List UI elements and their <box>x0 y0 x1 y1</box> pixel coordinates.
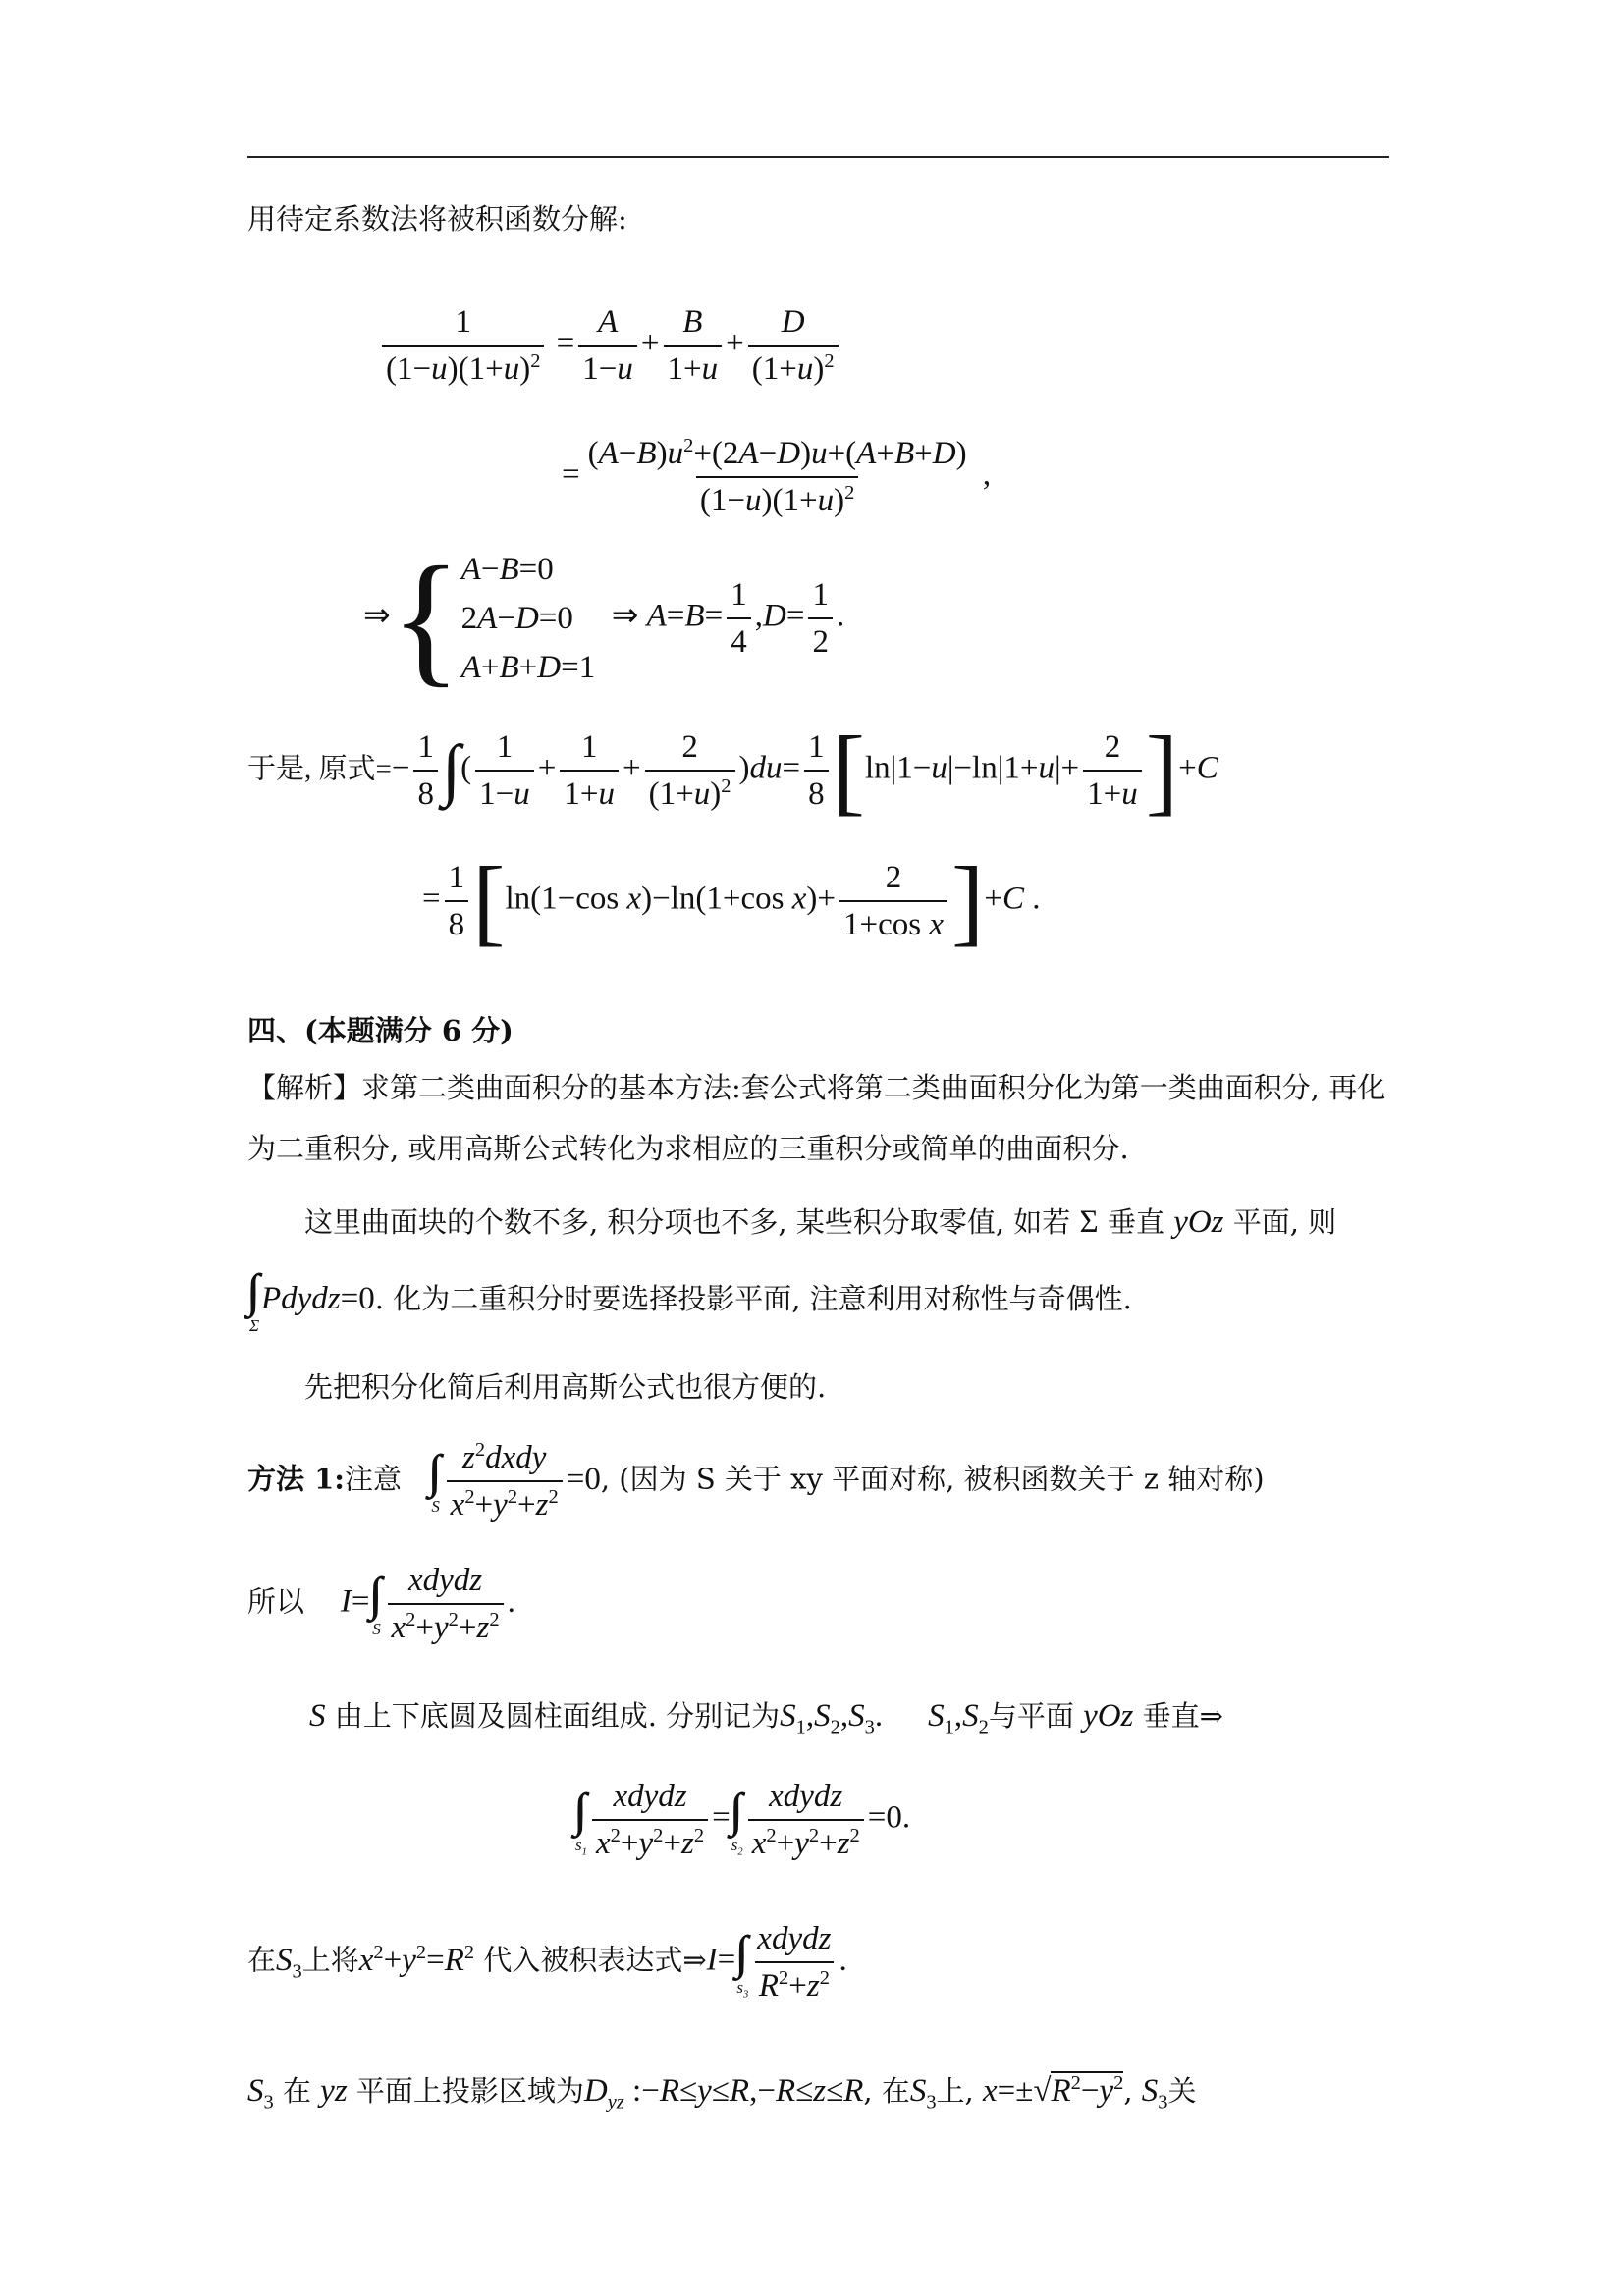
analysis-paragraph-3: Σ Pdydz=0. 化为二重积分时要选择投影平面, 注意利用对称性与奇偶性. <box>248 1281 1132 1335</box>
method-1-zhuyi: 注意 <box>344 1462 402 1496</box>
last-c: , 在 <box>863 2074 910 2108</box>
last-e: , <box>1123 2074 1133 2108</box>
s3-substitution-line: 在$S_3$上将$x^2+y^2=R^2$ 代入被积表达式⇒I= $s_3$ $\frac{\text{xdydz}}{R^2+z^2}$ . <box>247 1921 847 2003</box>
analysis-paragraph-4: 先把积分化简后利用高斯公式也很方便的. <box>304 1370 827 1404</box>
s-description: S 由上下底圆及圆柱面组成. 分别记为$S_1,S_2,S_3$. $S_1,S_2$与平面 yOz 垂直⇒ <box>309 1698 1223 1738</box>
s-desc-a: 由上下底圆及圆柱面组成. 分别记为 <box>334 1699 781 1733</box>
last-f: 关 <box>1167 2074 1197 2108</box>
original-integral-eq: 于是, 原式=− $\frac{1}{8}$ ∫( $\frac{1}{1-u}$ + $\frac{1}{1+u}$ + $\frac{2}{(1+u)^2}$ )du= $\frac{1}{8}$ [ln|1−u|−ln|1+u|+ $\frac{2}{1+u}$ ]+C <box>247 716 1218 825</box>
zai-s3-b: 上将 <box>301 1943 359 1977</box>
analysis-line-1: 【解析】求第二类曲面积分的基本方法:套公式将第二类曲面积分化为第一类曲面积分, 再化 <box>247 1071 1386 1104</box>
last-d: 上, <box>936 2074 974 2108</box>
intro-line: 用待定系数法将被积函数分解: <box>247 202 627 236</box>
last-b: 平面上投影区域为 <box>355 2074 584 2108</box>
result-eq: = $\frac{1}{8}$ [ln(1−cos x)−ln(1+cos x)+ $\frac{2}{\text{1+cos x}}$ ]+C . <box>422 846 1041 955</box>
suoyi-line: 所以 I= S $\frac{\text{xdydz}}{x^2+y^2+z^2}$ . <box>247 1563 515 1645</box>
section-4-heading: 四、(本题满分 6 分) <box>247 1014 514 1047</box>
analysis-paragraph-2: 这里曲面块的个数不多, 积分项也不多, 某些积分取零值, 如若 Σ 垂直 yOz 平面, 则 <box>304 1204 1337 1240</box>
header-rule <box>247 156 1389 158</box>
p2-text-a: 这里曲面块的个数不多, 积分项也不多, 某些积分取零值, 如若 <box>304 1205 1071 1239</box>
coefficient-system: ⇒{ A−B=0 2A−D=0 A+B+D=1 ⇒ A=B= $\frac{1}{4}$ ,D= $\frac{1}{2}$ . <box>363 537 845 700</box>
last-a: 在 <box>282 2074 311 2108</box>
zai-s3-c: 代入被积表达式⇒ <box>483 1943 707 1977</box>
method-1-label: 方法 1: <box>247 1462 345 1496</box>
zai-s3-a: 在 <box>247 1943 277 1977</box>
suoyi-label: 所以 <box>247 1584 305 1619</box>
method-1-reason: , (因为 S 关于 xy 平面对称, 被积函数关于 z 轴对称) <box>600 1462 1265 1496</box>
p2-text-b: 垂直 <box>1107 1205 1164 1239</box>
p2-text-c: 平面, 则 <box>1232 1205 1337 1239</box>
p3-text: . 化为二重积分时要选择投影平面, 注意利用对称性与奇偶性. <box>374 1282 1132 1315</box>
s1-s2-zero-eq: $s_1$ $\frac{\text{xdydz}}{x^2+y^2+z^2}$ = $s_2$ $\frac{\text{xdydz}}{x^2+y^2+z^2}$ =0. <box>575 1779 911 1861</box>
analysis-line-2: 为二重积分, 或用高斯公式转化为求相应的三重积分或简单的曲面积分. <box>247 1132 1129 1165</box>
method-1-line: 方法 1:注意 S $\frac{z^2dxdy}{x^2+y^2+z^2}$ =0, (因为 S 关于 xy 平面对称, 被积函数关于 z 轴对称) <box>247 1439 1265 1522</box>
projection-line: $S_3$ 在 yz 平面上投影区域为$D_{yz}$ :−R≤y≤R,−R≤z≤R, 在$S_3$上, $x=\pm√R^2-y^2$, $S_3$关 <box>247 2072 1197 2113</box>
combined-fraction-eq: = $\frac{(A-B)u^2+(2A-D)u+(A+B+D)}{(1-u)(1+u)^2}$ , <box>562 435 992 518</box>
partial-fraction-eq: $\frac{1}{(1-u)(1+u)^2}$ = $\frac{A}{1-u}$ + $\frac{B}{1+u}$ + $\frac{D}{(1+u)^2}$ <box>378 302 842 389</box>
yushi-label: 于是, 原式= <box>247 753 392 785</box>
s-desc-c: 垂直⇒ <box>1142 1699 1223 1733</box>
s-desc-b: 与平面 <box>988 1699 1074 1733</box>
